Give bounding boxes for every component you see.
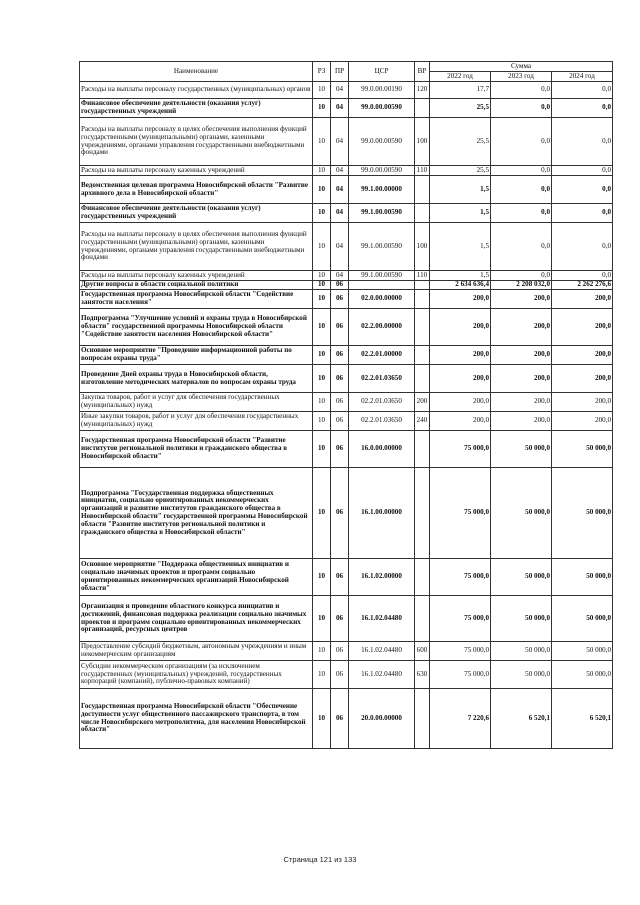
row-pr: 04 — [331, 271, 349, 281]
row-sum-2024: 0,0 — [552, 223, 613, 271]
row-pr: 06 — [331, 661, 349, 689]
table-row — [80, 223, 613, 271]
row-sum-2024: 0,0 — [552, 166, 613, 176]
row-rz: 10 — [313, 468, 331, 559]
row-sum-2024: 0,0 — [552, 82, 613, 99]
row-rz: 10 — [313, 176, 331, 204]
table-row — [80, 642, 613, 661]
row-sum-2022: 75 000,0 — [430, 661, 491, 689]
row-vr: 200 — [415, 393, 430, 412]
row-sum-2024: 50 000,0 — [552, 431, 613, 468]
table-row — [80, 99, 613, 118]
row-rz: 10 — [313, 309, 331, 346]
table-row — [80, 661, 613, 689]
row-pr: 04 — [331, 82, 349, 99]
row-vr: 110 — [415, 166, 430, 176]
row-rz: 10 — [313, 412, 331, 431]
row-rz: 10 — [313, 99, 331, 118]
row-sum-2022: 75 000,0 — [430, 596, 491, 642]
row-sum-2022: 25,5 — [430, 99, 491, 118]
table-row — [80, 281, 613, 290]
row-rz: 10 — [313, 281, 331, 290]
table-row — [80, 468, 613, 559]
row-name: Государственная программа Новосибирской области "Содействие занятости населения" — [80, 290, 313, 309]
row-vr — [415, 596, 430, 642]
row-name: Закупка товаров, работ и услуг для обеспечения государственных (муниципальных) нужд — [80, 393, 313, 412]
row-sum-2022: 1,5 — [430, 176, 491, 204]
budget-table — [79, 61, 613, 749]
header-year-2024: 2024 год — [552, 72, 613, 82]
header-csr: ЦСР — [349, 62, 415, 82]
row-sum-2024: 50 000,0 — [552, 468, 613, 559]
row-name: Расходы на выплаты персоналу казенных учреждений — [80, 271, 313, 281]
table-row — [80, 412, 613, 431]
row-pr: 06 — [331, 365, 349, 393]
header-year-2022: 2022 год — [430, 72, 491, 82]
row-vr: 100 — [415, 118, 430, 166]
row-rz: 10 — [313, 689, 331, 749]
row-pr: 04 — [331, 204, 349, 223]
row-csr: 02.2.01.03650 — [349, 365, 415, 393]
row-sum-2024: 200,0 — [552, 309, 613, 346]
row-name: Расходы на выплаты персоналу в целях обеспечения выполнения функций государственными (муниципальными) органами, казенными учреждениями, органами управления государственными внебюджетными фондами — [80, 118, 313, 166]
row-vr — [415, 559, 430, 596]
row-csr: 02.2.01.03650 — [349, 412, 415, 431]
row-sum-2024: 0,0 — [552, 271, 613, 281]
row-sum-2022: 200,0 — [430, 412, 491, 431]
header-sum: Сумма — [430, 62, 613, 72]
row-rz: 10 — [313, 365, 331, 393]
row-sum-2023: 50 000,0 — [491, 596, 552, 642]
row-sum-2024: 0,0 — [552, 118, 613, 166]
row-vr — [415, 290, 430, 309]
row-rz: 10 — [313, 393, 331, 412]
row-name: Проведение Дней охраны труда в Новосибирской области, изготовление методических материалов по вопросам охраны труда — [80, 365, 313, 393]
row-sum-2022: 1,5 — [430, 223, 491, 271]
row-csr: 16.1.02.04480 — [349, 642, 415, 661]
row-vr: 120 — [415, 82, 430, 99]
row-rz: 10 — [313, 166, 331, 176]
row-sum-2022: 1,5 — [430, 271, 491, 281]
row-vr: 600 — [415, 642, 430, 661]
table-row — [80, 166, 613, 176]
row-csr: 02.2.00.00000 — [349, 309, 415, 346]
table-row — [80, 431, 613, 468]
row-sum-2023: 200,0 — [491, 365, 552, 393]
table-row — [80, 596, 613, 642]
row-pr: 06 — [331, 596, 349, 642]
row-sum-2023: 2 208 032,0 — [491, 281, 552, 290]
row-vr — [415, 99, 430, 118]
row-sum-2023: 50 000,0 — [491, 661, 552, 689]
row-sum-2024: 50 000,0 — [552, 661, 613, 689]
page-number: Страница 121 из 133 — [283, 855, 357, 864]
header-year-2023: 2023 год — [491, 72, 552, 82]
row-csr: 16.1.02.04480 — [349, 596, 415, 642]
row-name: Ведомственная целевая программа Новосибирской области "Развитие архивного дела в Новосибирской области" — [80, 176, 313, 204]
row-pr: 04 — [331, 223, 349, 271]
row-csr: 99.0.00.00590 — [349, 166, 415, 176]
table-row — [80, 346, 613, 365]
row-vr — [415, 204, 430, 223]
table-row — [80, 290, 613, 309]
row-sum-2023: 50 000,0 — [491, 468, 552, 559]
row-pr: 04 — [331, 166, 349, 176]
row-name: Подпрограмма "Улучшение условий и охраны труда в Новосибирской области" государственной программы Новосибирской области "Содействие занятости населения Новосибирской области" — [80, 309, 313, 346]
row-vr — [415, 431, 430, 468]
row-csr: 02.2.01.03650 — [349, 393, 415, 412]
row-sum-2024: 50 000,0 — [552, 559, 613, 596]
table-row — [80, 118, 613, 166]
row-vr: 240 — [415, 412, 430, 431]
row-sum-2023: 0,0 — [491, 99, 552, 118]
row-pr: 06 — [331, 468, 349, 559]
row-sum-2023: 0,0 — [491, 118, 552, 166]
row-csr — [349, 281, 415, 290]
row-rz: 10 — [313, 559, 331, 596]
row-sum-2022: 25,5 — [430, 118, 491, 166]
row-rz: 10 — [313, 661, 331, 689]
row-rz: 10 — [313, 82, 331, 99]
row-vr — [415, 176, 430, 204]
row-sum-2024: 6 520,1 — [552, 689, 613, 749]
row-csr: 16.1.00.00000 — [349, 468, 415, 559]
row-vr — [415, 468, 430, 559]
row-sum-2023: 200,0 — [491, 309, 552, 346]
row-sum-2023: 200,0 — [491, 393, 552, 412]
table-body — [80, 82, 613, 749]
row-rz: 10 — [313, 642, 331, 661]
row-sum-2023: 50 000,0 — [491, 431, 552, 468]
row-sum-2024: 200,0 — [552, 290, 613, 309]
row-sum-2023: 6 520,1 — [491, 689, 552, 749]
table-row — [80, 82, 613, 99]
table-row — [80, 309, 613, 346]
row-pr: 06 — [331, 281, 349, 290]
row-name: Субсидии некоммерческим организациям (за исключением государственных (муниципальных) учреждений, государственных корпораций (компаний), публично-правовых компаний) — [80, 661, 313, 689]
row-rz: 10 — [313, 223, 331, 271]
row-sum-2022: 75 000,0 — [430, 559, 491, 596]
row-name: Государственная программа Новосибирской области "Развитие институтов региональной политики и гражданского общества в Новосибирской области" — [80, 431, 313, 468]
row-sum-2024: 2 262 276,6 — [552, 281, 613, 290]
table-row — [80, 365, 613, 393]
row-name: Расходы на выплаты персоналу казенных учреждений — [80, 166, 313, 176]
row-name: Предоставление субсидий бюджетным, автономным учреждениям и иным некоммерческим организациям — [80, 642, 313, 661]
row-rz: 10 — [313, 290, 331, 309]
row-sum-2023: 0,0 — [491, 176, 552, 204]
table-row — [80, 689, 613, 749]
row-sum-2024: 50 000,0 — [552, 642, 613, 661]
table-row — [80, 393, 613, 412]
row-csr: 99.1.00.00590 — [349, 223, 415, 271]
table-row — [80, 176, 613, 204]
row-rz: 10 — [313, 346, 331, 365]
row-vr — [415, 365, 430, 393]
row-pr: 06 — [331, 431, 349, 468]
row-sum-2024: 200,0 — [552, 365, 613, 393]
row-pr: 04 — [331, 176, 349, 204]
row-sum-2022: 7 220,6 — [430, 689, 491, 749]
row-vr — [415, 689, 430, 749]
row-name: Государственная программа Новосибирской области "Обеспечение доступности услуг общественного пассажирского транспорта, в том числе Новосибирского метрополитена, для населения Новосибирской области" — [80, 689, 313, 749]
row-sum-2023: 0,0 — [491, 271, 552, 281]
row-sum-2023: 0,0 — [491, 223, 552, 271]
row-sum-2022: 200,0 — [430, 393, 491, 412]
row-vr: 110 — [415, 271, 430, 281]
row-sum-2023: 200,0 — [491, 412, 552, 431]
row-name: Расходы на выплаты персоналу государственных (муниципальных) органов — [80, 82, 313, 99]
row-sum-2023: 0,0 — [491, 166, 552, 176]
row-pr: 04 — [331, 118, 349, 166]
row-sum-2023: 200,0 — [491, 290, 552, 309]
row-sum-2024: 200,0 — [552, 393, 613, 412]
row-sum-2024: 200,0 — [552, 346, 613, 365]
row-vr: 100 — [415, 223, 430, 271]
row-rz: 10 — [313, 271, 331, 281]
row-sum-2022: 200,0 — [430, 346, 491, 365]
row-vr: 630 — [415, 661, 430, 689]
row-name: Расходы на выплаты персоналу в целях обеспечения выполнения функций государственными (муниципальными) органами, казенными учреждениями, органами управления государственными внебюджетными фондами — [80, 223, 313, 271]
row-sum-2024: 200,0 — [552, 412, 613, 431]
row-csr: 16.1.02.04480 — [349, 661, 415, 689]
header-row-top — [80, 62, 613, 72]
row-name: Финансовое обеспечение деятельности (оказания услуг) государственных учреждений — [80, 204, 313, 223]
row-pr: 06 — [331, 559, 349, 596]
table-row — [80, 271, 613, 281]
row-sum-2022: 75 000,0 — [430, 642, 491, 661]
row-name: Подпрограмма "Государственная поддержка общественных инициатив, социально ориентированных некоммерческих организаций и развитие институтов гражданского общества в Новосибирской области" государственной программы Новосибирской области "Развитие институтов региональной политики и гражданского общества в Новосибирской области" — [80, 468, 313, 559]
row-sum-2023: 50 000,0 — [491, 559, 552, 596]
row-name: Финансовое обеспечение деятельности (оказания услуг) государственных учреждений — [80, 99, 313, 118]
row-csr: 20.0.00.00000 — [349, 689, 415, 749]
row-pr: 06 — [331, 689, 349, 749]
row-csr: 16.0.00.00000 — [349, 431, 415, 468]
row-name: Основное мероприятие "Проведение информационной работы по вопросам охраны труда" — [80, 346, 313, 365]
row-csr: 99.0.00.00590 — [349, 118, 415, 166]
row-pr: 06 — [331, 642, 349, 661]
row-pr: 06 — [331, 346, 349, 365]
row-pr: 06 — [331, 309, 349, 346]
header-rz: РЗ — [313, 62, 331, 82]
row-csr: 99.0.00.00190 — [349, 82, 415, 99]
row-rz: 10 — [313, 118, 331, 166]
row-sum-2022: 200,0 — [430, 309, 491, 346]
row-csr: 16.1.02.00000 — [349, 559, 415, 596]
row-sum-2024: 0,0 — [552, 99, 613, 118]
row-pr: 06 — [331, 290, 349, 309]
row-rz: 10 — [313, 431, 331, 468]
row-sum-2022: 25,5 — [430, 166, 491, 176]
row-name: Основное мероприятие "Поддержка общественных инициатив и социально значимых проектов и программ социально ориентированных некоммерческих организаций Новосибирской области" — [80, 559, 313, 596]
row-vr — [415, 309, 430, 346]
row-pr: 06 — [331, 393, 349, 412]
header-name: Наименование — [80, 62, 313, 82]
row-name: Иные закупки товаров, работ и услуг для обеспечения государственных (муниципальных) нужд — [80, 412, 313, 431]
row-sum-2023: 0,0 — [491, 82, 552, 99]
row-vr — [415, 346, 430, 365]
row-csr: 99.0.00.00590 — [349, 99, 415, 118]
table-row — [80, 559, 613, 596]
row-sum-2024: 50 000,0 — [552, 596, 613, 642]
row-sum-2023: 200,0 — [491, 346, 552, 365]
header-vr: ВР — [415, 62, 430, 82]
header-pr: ПР — [331, 62, 349, 82]
row-sum-2024: 0,0 — [552, 204, 613, 223]
table-row — [80, 204, 613, 223]
row-rz: 10 — [313, 204, 331, 223]
row-sum-2023: 50 000,0 — [491, 642, 552, 661]
row-csr: 99.1.00.00590 — [349, 204, 415, 223]
row-sum-2022: 1,5 — [430, 204, 491, 223]
row-sum-2022: 2 634 636,4 — [430, 281, 491, 290]
row-csr: 99.1.00.00000 — [349, 176, 415, 204]
row-sum-2022: 75 000,0 — [430, 431, 491, 468]
row-vr — [415, 281, 430, 290]
row-name: Организация и проведение областного конкурса инициатив и достижений, финансовая поддержка реализации социально значимых проектов и программ социально ориентированных некоммерческих организаций, ресурсных центров — [80, 596, 313, 642]
row-name: Другие вопросы в области социальной политики — [80, 281, 313, 290]
row-sum-2022: 200,0 — [430, 365, 491, 393]
row-csr: 99.1.00.00590 — [349, 271, 415, 281]
row-pr: 06 — [331, 412, 349, 431]
row-rz: 10 — [313, 596, 331, 642]
row-sum-2022: 75 000,0 — [430, 468, 491, 559]
row-csr: 02.2.01.00000 — [349, 346, 415, 365]
row-csr: 02.0.00.00000 — [349, 290, 415, 309]
row-sum-2023: 0,0 — [491, 204, 552, 223]
row-sum-2022: 200,0 — [430, 290, 491, 309]
row-sum-2022: 17,7 — [430, 82, 491, 99]
row-pr: 04 — [331, 99, 349, 118]
row-sum-2024: 0,0 — [552, 176, 613, 204]
